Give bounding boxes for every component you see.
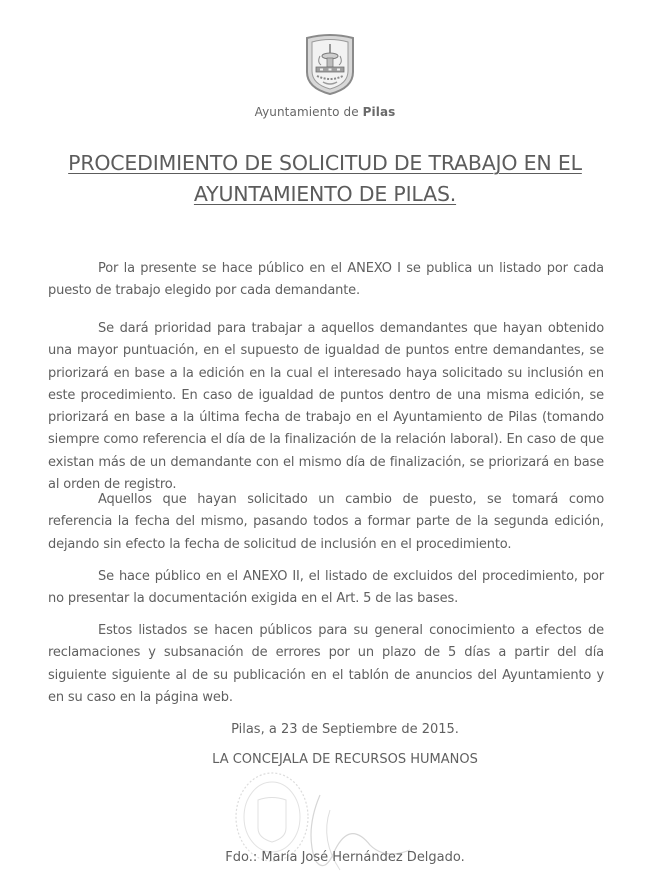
paragraph-2 [48, 318, 604, 496]
paragraph-3-text: Aquellos que hayan solicitado un cambio de puesto, se tomará como referencia la fecha del mismo, pasando todos a formar parte de la segunda edición, dejando sin efecto la fecha de solicitud de inclusión en el procedimiento. [48, 492, 604, 552]
paragraph-3 [48, 489, 604, 556]
paragraph-1 [48, 258, 604, 303]
place-and-date: Pilas, a 23 de Septiembre de 2015. [231, 722, 459, 737]
handwritten-signature-icon [290, 790, 440, 880]
document-title [0, 148, 650, 210]
paragraph-5-text: Estos listados se hacen públicos para su general conocimiento a efectos de reclamaciones y subsanación de errores por un plazo de 5 días a partir del día siguiente siguiente al de su publicación en el tablón de anuncios del Ayuntamiento y en su caso en la página web. [48, 623, 604, 705]
municipal-coat-of-arms-icon [303, 32, 357, 96]
paragraph-1-text: Por la presente se hace público en el ANEXO I se publica un listado por cada puesto de trabajo elegido por cada demandante. [48, 261, 604, 299]
paragraph-2-text: Se dará prioridad para trabajar a aquellos demandantes que hayan obtenido una mayor puntuación, en el supuesto de igualdad de puntos entre demandantes, se priorizará en base a la edición en la cual el interesado haya solicitado su inclusión en este procedimiento. En caso de igualdad de puntos dentro de una misma edición, se priorizará en base a la última fecha de trabajo en el Ayuntamiento de Pilas (tomando siempre como referencia el día de la finalización de la relación laboral). En caso de que existan más de un demandante con el mismo día de finalización, se priorizará en base al orden de registro. [48, 321, 604, 493]
signature-line: Fdo.: María José Hernández Delgado. [225, 850, 465, 865]
signer-title: LA CONCEJALA DE RECURSOS HUMANOS [212, 752, 478, 767]
title-line-2: AYUNTAMIENTO DE PILAS. [193, 182, 457, 206]
paragraph-4-text: Se hace público en el ANEXO II, el listado de excluidos del procedimiento, por no presentar la documentación exigida en el Art. 5 de las bases. [48, 569, 604, 607]
organization-name-bold: Pilas [362, 105, 396, 119]
organization-name [0, 105, 650, 119]
paragraph-4 [48, 566, 604, 611]
organization-prefix: Ayuntamiento de [254, 105, 363, 119]
paragraph-5 [48, 620, 604, 709]
title-line-1: PROCEDIMIENTO DE SOLICITUD DE TRABAJO EN EL [68, 151, 582, 175]
